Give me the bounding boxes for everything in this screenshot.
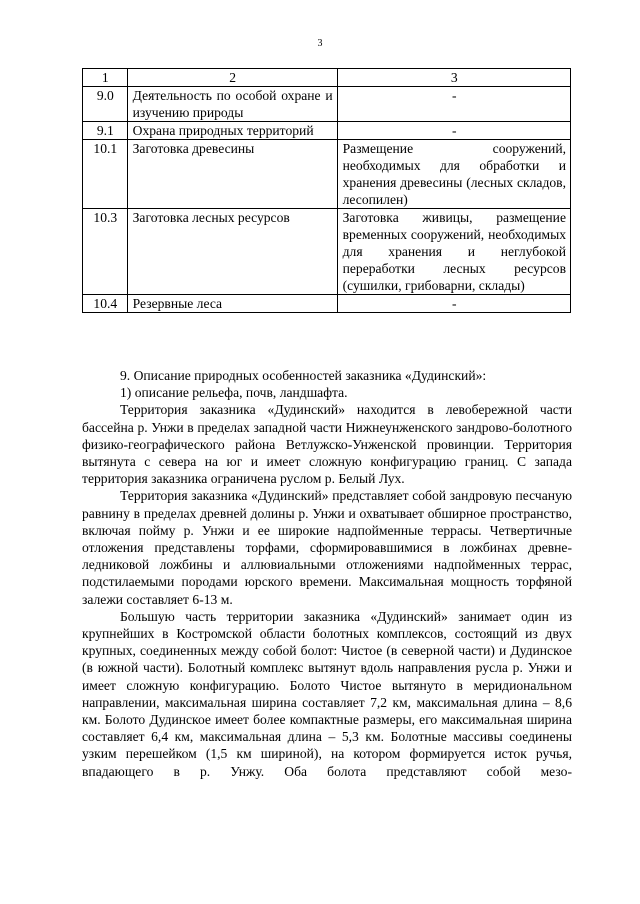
table-row [83,295,571,313]
table-cell-allowed: Заготовка живицы, размещение временных сооружений, необходимых для хранения и неглубокой переработки лесных ресурсов (сушилки, грибоварни, склады) [337,209,570,295]
table-header-cell: 2 [127,69,337,87]
table-row [83,87,571,122]
table-cell-code: 10.1 [83,140,128,209]
table-row [83,209,571,295]
table-header-row [83,69,571,87]
paragraph: Территория заказника «Дудинский» находится в левобережной части бассейна р. Унжи в пределах западной части Нижнеунженского зандрово-болотного физико-географического района Ветлужско-Унженской провинции. Территория вытянута с севера на юг и имеет сложную конфигурацию границ. С запада территория заказника ограничена руслом р. Белый Лух. [82,402,572,487]
land-use-table [82,68,571,313]
table-cell-code: 9.0 [83,87,128,122]
table-cell-activity: Резервные леса [127,295,337,313]
table-row [83,140,571,209]
table-cell-allowed: - [337,295,570,313]
table-cell-allowed: - [337,87,570,122]
table-header-cell: 3 [337,69,570,87]
paragraph: Большую часть территории заказника «Дудинский» занимает один из крупнейших в Костромской области болотных комплексов, состоящий из двух крупных, соединенных между собой болот: Чистое (в северной части) и Дудинское (в южной части). Болотный комплекс вытянут вдоль направления русла р. Унжи и имеет сложную конфигурацию. Болото Чистое вытянуто в меридиональном направлении, максимальная ширина составляет 7,2 км, максимальная длина – 8,6 км. Болото Дудинское имеет более компактные размеры, его максимальная ширина составляет 6,4 км, максимальная длина – 5,3 км. Болотные массивы соединены узким перешейком (1,5 км шириной), на котором формируется исток ручья, впадающего в р. Унжу. Оба болота представляют собой мезо- [82,608,572,779]
section-body [82,367,572,780]
section-subheading: 1) описание рельефа, почв, ландшафта. [120,385,348,401]
table-cell-allowed: - [337,122,570,140]
paragraph: Территория заказника «Дудинский» представляет собой зандровую песчаную равнину в пределах древней долины р. Унжи и охватывает обширное пространство, включая пойму р. Унжи и ее широкие надпойменные террасы. Четвертичные отложения представлены торфами, сформировавшимися в ложбинах древне-ледниковой ложбины и аллювиальными отложениями надпойменных террас, подстилаемыми породами юрского времени. Максимальная мощность торфяной залежи составляет 6-13 м. [82,488,572,607]
table-cell-allowed: Размещение сооружений, необходимых для обработки и хранения древесины (лесных складов, лесопилен) [337,140,570,209]
table-cell-activity: Деятельность по особой охране и изучению природы [127,87,337,122]
section-heading: 9. Описание природных особенностей заказника «Дудинский»: [120,368,487,383]
table-cell-code: 10.3 [83,209,128,295]
table-cell-activity: Заготовка лесных ресурсов [127,209,337,295]
page-number: 3 [317,38,323,49]
table-cell-code: 10.4 [83,295,128,313]
table-cell-activity: Охрана природных территорий [127,122,337,140]
table-row [83,122,571,140]
table-cell-code: 9.1 [83,122,128,140]
table-cell-activity: Заготовка древесины [127,140,337,209]
table-header-cell: 1 [83,69,128,87]
